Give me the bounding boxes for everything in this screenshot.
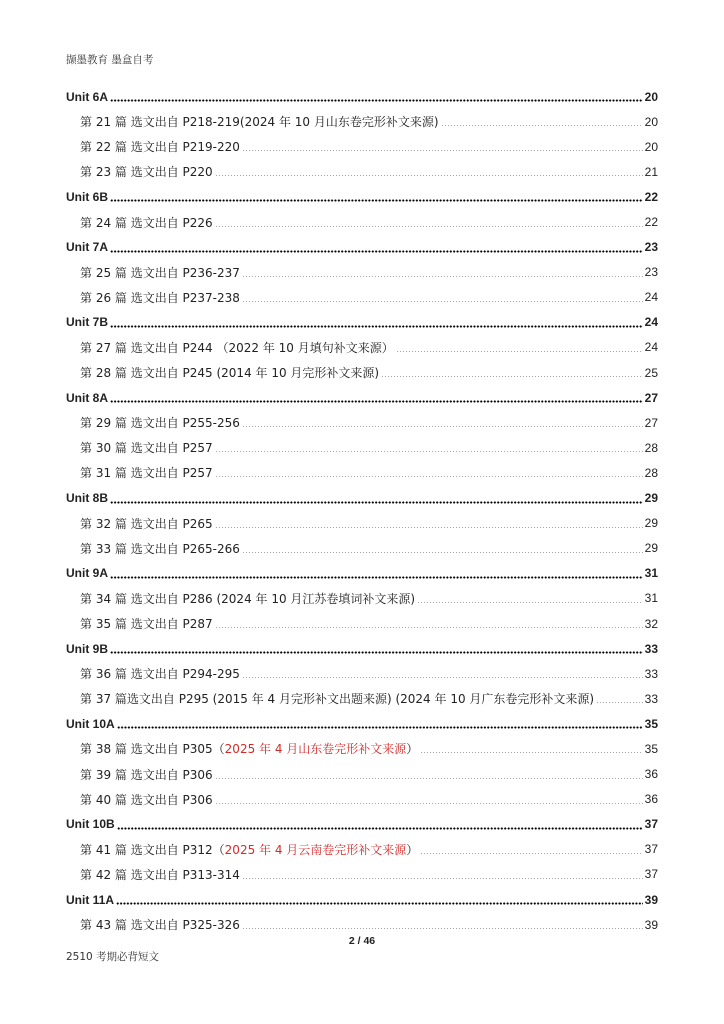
toc-unit-row[interactable] [66, 812, 658, 837]
toc-page-number: 24 [644, 290, 658, 305]
dot-leader [242, 426, 643, 427]
toc-entry-row[interactable] [66, 410, 658, 435]
toc-entry-title [80, 740, 418, 757]
toc-page-number: 21 [644, 164, 658, 179]
toc-page-number: 33 [644, 666, 658, 681]
toc-page-number: 23 [644, 265, 658, 280]
toc-unit-title [66, 190, 108, 204]
toc-title-text: 第 24 篇 选文出自 P226 [80, 215, 213, 230]
toc-title-text: Unit 6B [66, 189, 108, 204]
toc-title-text: Unit 10A [66, 716, 115, 731]
toc-title-text: Unit 10B [66, 817, 115, 832]
toc-unit-row[interactable] [66, 184, 658, 209]
toc-title-text: Unit 6A [66, 89, 108, 104]
toc-title-text: 第 28 篇 选文出自 P245 (2014 年 10 月完形补文来源) [80, 366, 380, 381]
toc-entry-title [80, 364, 379, 381]
toc-unit-title [66, 817, 115, 831]
toc-entry-row[interactable] [66, 511, 658, 536]
toc-page-number: 20 [644, 89, 658, 104]
toc-unit-title [66, 90, 108, 104]
toc-entry-row[interactable] [66, 611, 658, 636]
toc-unit-row[interactable] [66, 84, 658, 109]
dot-leader [420, 752, 642, 753]
toc-entry-row[interactable] [66, 661, 658, 686]
toc-entry-row[interactable] [66, 536, 658, 561]
toc-title-text: 第 36 篇 选文出自 P294-295 [80, 667, 240, 682]
dot-leader [242, 552, 643, 553]
toc-page-number: 29 [644, 516, 658, 531]
toc-title-text: 第 32 篇 选文出自 P265 [80, 516, 213, 531]
toc-unit-title [66, 491, 108, 505]
dot-leader [116, 902, 643, 905]
dot-leader [441, 125, 643, 126]
toc-page-number: 24 [644, 315, 658, 330]
toc-entry-row[interactable] [66, 134, 658, 159]
toc-entry-row[interactable] [66, 435, 658, 460]
toc-page-number: 35 [644, 716, 658, 731]
toc-unit-row[interactable] [66, 385, 658, 410]
toc-page-number: 20 [644, 114, 658, 129]
toc-entry-row[interactable] [66, 736, 658, 761]
toc-title-text: Unit 8B [66, 491, 108, 506]
toc-entry-row[interactable] [66, 762, 658, 787]
toc-entry-title [80, 665, 240, 682]
toc-unit-title [66, 642, 108, 656]
toc-page-number: 36 [644, 767, 658, 782]
toc-title-text: Unit 7A [66, 240, 108, 255]
toc-title-text: 第 37 篇选文出自 P295 (2015 年 4 月完形补文出题来源) (2024 年 10 月广东卷完形补文来源) [80, 692, 595, 707]
toc-entry-title [80, 791, 213, 808]
toc-page-number: 37 [644, 817, 658, 832]
toc-highlight-text: 2025 年 4 月云南卷完形补文来源 [224, 842, 407, 857]
dot-leader [110, 325, 643, 328]
toc-entry-row[interactable] [66, 460, 658, 485]
toc-title-text: 第 33 篇 选文出自 P265-266 [80, 541, 240, 556]
dot-leader [117, 726, 643, 729]
toc-page-number: 25 [644, 365, 658, 380]
toc-entry-row[interactable] [66, 285, 658, 310]
dot-leader [215, 476, 643, 477]
dot-leader [242, 150, 643, 151]
dot-leader [242, 928, 643, 929]
toc-title-text: 第 31 篇 选文出自 P257 [80, 466, 213, 481]
dot-leader [117, 827, 643, 830]
toc-title-text: Unit 9B [66, 641, 108, 656]
toc-page-number: 36 [644, 792, 658, 807]
toc-title-text: 第 40 篇 选文出自 P306 [80, 792, 213, 807]
dot-leader [242, 301, 643, 302]
toc-highlight-text: 2025 年 4 月山东卷完形补文来源 [224, 742, 407, 757]
toc-title-text: 第 23 篇 选文出自 P220 [80, 165, 213, 180]
toc-unit-row[interactable] [66, 636, 658, 661]
toc-page-number: 20 [644, 139, 658, 154]
toc-page-number: 22 [644, 215, 658, 230]
toc-entry-title [80, 615, 213, 632]
toc-title-text: 第 22 篇 选文出自 P219-220 [80, 140, 240, 155]
toc-unit-title [66, 240, 108, 254]
toc-page-number: 39 [644, 892, 658, 907]
toc-entry-row[interactable] [66, 837, 658, 862]
toc-entry-title [80, 289, 240, 306]
toc-title-text: Unit 9A [66, 566, 108, 581]
toc-entry-row[interactable] [66, 686, 658, 711]
toc-entry-title [80, 464, 213, 481]
toc-entry-title [80, 414, 240, 431]
dot-leader [215, 778, 643, 779]
toc-title-text: Unit 8A [66, 390, 108, 405]
toc-unit-title [66, 893, 114, 907]
toc-entry-row[interactable] [66, 109, 658, 134]
toc-unit-row[interactable] [66, 887, 658, 912]
toc-entry-row[interactable] [66, 335, 658, 360]
toc-entry-row[interactable] [66, 159, 658, 184]
toc-page-number: 31 [644, 566, 658, 581]
toc-unit-title [66, 566, 108, 580]
toc-title-suffix: ） [406, 842, 419, 857]
toc-page-number: 23 [644, 240, 658, 255]
toc-entry-title [80, 590, 415, 607]
toc-entry-title [80, 264, 240, 281]
toc-page-number: 37 [644, 842, 658, 857]
page-number: 2 / 46 [348, 935, 376, 947]
toc-unit-title [66, 391, 108, 405]
toc-entry-title [80, 841, 418, 858]
dot-leader [215, 226, 643, 227]
toc-title-text: Unit 11A [66, 892, 115, 907]
toc-entry-row[interactable] [66, 360, 658, 385]
toc-entry-row[interactable] [66, 586, 658, 611]
dot-leader [417, 602, 643, 603]
toc-unit-row[interactable] [66, 486, 658, 511]
toc-page-number: 35 [644, 741, 658, 756]
table-of-contents [66, 84, 658, 937]
toc-entry-title [80, 690, 594, 707]
toc-page-number: 28 [644, 440, 658, 455]
page-footer: 2510 考期必背短文 [66, 951, 160, 963]
toc-title-text: Unit 7B [66, 315, 108, 330]
toc-title-text: 第 25 篇 选文出自 P236-237 [80, 265, 240, 280]
toc-entry-title [80, 214, 213, 231]
toc-title-text: 第 41 篇 选文出自 P312（ [80, 842, 225, 857]
toc-page-number: 33 [644, 641, 658, 656]
dot-leader [215, 175, 643, 176]
toc-page-number: 29 [644, 541, 658, 556]
toc-entry-title [80, 163, 213, 180]
toc-unit-row[interactable] [66, 310, 658, 335]
dot-leader [215, 527, 643, 528]
dot-leader [110, 199, 643, 202]
dot-leader [215, 803, 643, 804]
toc-page-number: 32 [644, 616, 658, 631]
toc-entry-title [80, 515, 213, 532]
toc-title-text: 第 30 篇 选文出自 P257 [80, 441, 213, 456]
toc-entry-row[interactable] [66, 209, 658, 234]
toc-page-number: 31 [644, 591, 658, 606]
dot-leader [110, 400, 643, 403]
toc-title-text: 第 35 篇 选文出自 P287 [80, 617, 213, 632]
toc-unit-title [66, 717, 115, 731]
dot-leader [110, 651, 643, 654]
toc-page-number: 27 [644, 390, 658, 405]
toc-unit-row[interactable] [66, 235, 658, 260]
toc-title-text: 第 43 篇 选文出自 P325-326 [80, 918, 240, 933]
dot-leader [420, 853, 642, 854]
toc-entry-title [80, 439, 213, 456]
dot-leader [215, 451, 643, 452]
toc-page-number: 37 [644, 867, 658, 882]
toc-entry-row[interactable] [66, 862, 658, 887]
dot-leader [110, 99, 643, 102]
toc-page-number: 27 [644, 415, 658, 430]
toc-page-number: 29 [644, 491, 658, 506]
toc-title-text: 第 21 篇 选文出自 P218-219(2024 年 10 月山东卷完形补文来源) [80, 115, 439, 130]
toc-entry-title [80, 540, 240, 557]
toc-title-text: 第 29 篇 选文出自 P255-256 [80, 416, 240, 431]
toc-page-number: 39 [644, 917, 658, 932]
dot-leader [110, 576, 643, 579]
toc-unit-title [66, 315, 108, 329]
toc-title-text: 第 38 篇 选文出自 P305（ [80, 742, 225, 757]
toc-title-text: 第 26 篇 选文出自 P237-238 [80, 290, 240, 305]
toc-title-text: 第 34 篇 选文出自 P286 (2024 年 10 月江苏卷填词补文来源) [80, 591, 416, 606]
toc-page-number: 33 [644, 691, 658, 706]
toc-title-suffix: ） [406, 742, 419, 757]
toc-entry-row[interactable] [66, 787, 658, 812]
toc-unit-row[interactable] [66, 711, 658, 736]
dot-leader [215, 627, 643, 628]
toc-entry-title [80, 866, 240, 883]
toc-entry-row[interactable] [66, 260, 658, 285]
toc-title-text: 第 27 篇 选文出自 P244 （2022 年 10 月填句补文来源） [80, 340, 394, 355]
toc-entry-title [80, 138, 240, 155]
dot-leader [110, 250, 643, 253]
toc-page-number: 24 [644, 340, 658, 355]
dot-leader [242, 276, 643, 277]
dot-leader [110, 501, 643, 504]
toc-entry-title [80, 766, 213, 783]
dot-leader [596, 702, 643, 703]
toc-entry-title [80, 113, 439, 130]
dot-leader [396, 351, 643, 352]
toc-entry-title [80, 916, 240, 933]
toc-title-text: 第 39 篇 选文出自 P306 [80, 767, 213, 782]
page-header: 撷墨教育 墨盒自考 [66, 54, 154, 66]
toc-title-text: 第 42 篇 选文出自 P313-314 [80, 867, 240, 882]
toc-entry-title [80, 339, 394, 356]
toc-page-number: 22 [644, 189, 658, 204]
dot-leader [242, 677, 643, 678]
toc-entry-row[interactable] [66, 912, 658, 937]
toc-page-number: 28 [644, 465, 658, 480]
dot-leader [242, 878, 643, 879]
toc-unit-row[interactable] [66, 561, 658, 586]
dot-leader [381, 376, 643, 377]
